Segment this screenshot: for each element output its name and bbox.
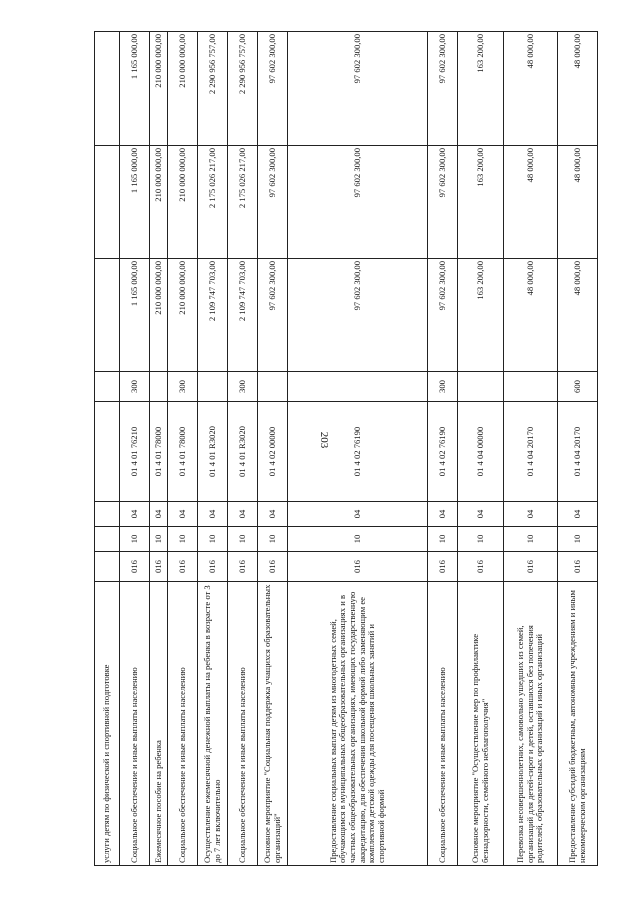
- section-cell: 10: [258, 527, 288, 552]
- expense-type-cell: 300: [228, 372, 258, 402]
- target-article-cell: 01 4 01 76210: [120, 402, 150, 502]
- sum-year-2: 210 000 000,00: [168, 146, 198, 259]
- expense-type-cell: 300: [120, 372, 150, 402]
- table-row: [198, 32, 228, 866]
- grbs-cell: 016: [150, 552, 168, 582]
- table-row: [458, 32, 504, 866]
- target-article-cell: 01 4 04 20170: [504, 402, 558, 502]
- table-row: [504, 32, 558, 866]
- target-article-cell: 01 4 02 76190: [288, 402, 428, 502]
- sum-year-3: [95, 32, 120, 146]
- row-name: Социальное обеспечение и иные выплаты населению: [428, 582, 458, 866]
- subsection-cell: 04: [150, 502, 168, 527]
- section-cell: 10: [458, 527, 504, 552]
- sum-year-1: 163 200,00: [458, 259, 504, 372]
- sum-year-2: 97 602 300,00: [258, 146, 288, 259]
- target-article-cell: 01 4 02 00000: [258, 402, 288, 502]
- section-cell: 10: [120, 527, 150, 552]
- expense-type-cell: [150, 372, 168, 402]
- sum-year-1: 97 602 300,00: [288, 259, 428, 372]
- subsection-cell: 04: [288, 502, 428, 527]
- row-name: Социальное обеспечение и иные выплаты населению: [228, 582, 258, 866]
- sum-year-1: [95, 259, 120, 372]
- subsection-cell: 04: [198, 502, 228, 527]
- target-article-cell: 01 4 01 78000: [150, 402, 168, 502]
- sum-year-1: 2 109 747 703,00: [198, 259, 228, 372]
- row-name: Предоставление субсидий бюджетным, автономным учреждениям и иным некоммерческим организациям: [558, 582, 598, 866]
- row-name: Социальное обеспечение и иные выплаты населению: [168, 582, 198, 866]
- grbs-cell: 016: [428, 552, 458, 582]
- sum-year-2: 48 000,00: [558, 146, 598, 259]
- target-article-cell: [95, 402, 120, 502]
- section-cell: 10: [168, 527, 198, 552]
- table-row: [168, 32, 198, 866]
- sum-year-2: 97 602 300,00: [428, 146, 458, 259]
- subsection-cell: 04: [120, 502, 150, 527]
- section-cell: 10: [558, 527, 598, 552]
- target-article-cell: 01 4 01 R3020: [228, 402, 258, 502]
- sum-year-2: 48 000,00: [504, 146, 558, 259]
- table-row: [150, 32, 168, 866]
- row-name: Основное мероприятие "Осуществление мер по профилактике безнадзорности, семейного неблагополучия": [458, 582, 504, 866]
- sum-year-2: 210 000 000,00: [150, 146, 168, 259]
- row-name: Социальное обеспечение и иные выплаты населению: [120, 582, 150, 866]
- expense-type-cell: [198, 372, 228, 402]
- table-row: [120, 32, 150, 866]
- sum-year-3: 2 290 956 757,00: [228, 32, 258, 146]
- sum-year-1: 210 000 000,00: [168, 259, 198, 372]
- expense-type-cell: 300: [428, 372, 458, 402]
- sum-year-1: 97 602 300,00: [258, 259, 288, 372]
- table-row: [288, 32, 428, 866]
- row-name: Перевозка несовершеннолетних, самовольно ушедших из семей, организаций для детей-сирот и детей, оставшихся без попечения родителей, образовательных организаций и иных организаций: [504, 582, 558, 866]
- sum-year-2: 1 165 000,00: [120, 146, 150, 259]
- grbs-cell: 016: [228, 552, 258, 582]
- sum-year-2: 163 200,00: [458, 146, 504, 259]
- sum-year-1: 48 000,00: [504, 259, 558, 372]
- expense-type-cell: [95, 372, 120, 402]
- expense-type-cell: 300: [168, 372, 198, 402]
- grbs-cell: 016: [168, 552, 198, 582]
- target-article-cell: 01 4 02 76190: [428, 402, 458, 502]
- section-cell: 10: [228, 527, 258, 552]
- subsection-cell: 04: [558, 502, 598, 527]
- target-article-cell: 01 4 01 R3020: [198, 402, 228, 502]
- budget-table-sheet: [94, 32, 587, 866]
- table-row: [558, 32, 598, 866]
- table-row: [228, 32, 258, 866]
- grbs-cell: 016: [558, 552, 598, 582]
- target-article-cell: 01 4 01 78000: [168, 402, 198, 502]
- sum-year-2: 2 175 026 217,00: [228, 146, 258, 259]
- sum-year-3: 163 200,00: [458, 32, 504, 146]
- subsection-cell: 04: [258, 502, 288, 527]
- expense-type-cell: [288, 372, 428, 402]
- grbs-cell: 016: [288, 552, 428, 582]
- grbs-cell: 016: [198, 552, 228, 582]
- sum-year-3: 210 000 000,00: [168, 32, 198, 146]
- row-name: Ежемесячное пособие на ребенка: [150, 582, 168, 866]
- expense-type-cell: [258, 372, 288, 402]
- grbs-cell: 016: [504, 552, 558, 582]
- sum-year-1: 48 000,00: [558, 259, 598, 372]
- row-name: Основное мероприятие "Социальная поддержка учащихся образовательных организаций": [258, 582, 288, 866]
- expense-type-cell: [458, 372, 504, 402]
- sum-year-3: 97 602 300,00: [288, 32, 428, 146]
- row-name: услуги детям по физической и спортивной подготовке: [95, 582, 120, 866]
- sum-year-3: 210 000 000,00: [150, 32, 168, 146]
- subsection-cell: 04: [228, 502, 258, 527]
- table-row: [95, 32, 120, 866]
- subsection-cell: 04: [458, 502, 504, 527]
- budget-table: [94, 31, 598, 866]
- subsection-cell: [95, 502, 120, 527]
- expense-type-cell: 600: [558, 372, 598, 402]
- sum-year-2: [95, 146, 120, 259]
- target-article-cell: 01 4 04 20170: [558, 402, 598, 502]
- section-cell: 10: [428, 527, 458, 552]
- grbs-cell: 016: [458, 552, 504, 582]
- rotated-table-wrapper: [94, 32, 587, 866]
- grbs-cell: [95, 552, 120, 582]
- sum-year-3: 1 165 000,00: [120, 32, 150, 146]
- section-cell: [95, 527, 120, 552]
- row-name: Осуществление ежемесячной денежной выплаты на ребенка в возрасте от 3 до 7 лет включительно: [198, 582, 228, 866]
- grbs-cell: 016: [120, 552, 150, 582]
- expense-type-cell: [504, 372, 558, 402]
- sum-year-3: 97 602 300,00: [428, 32, 458, 146]
- grbs-cell: 016: [258, 552, 288, 582]
- sum-year-1: 1 165 000,00: [120, 259, 150, 372]
- sum-year-2: 97 602 300,00: [288, 146, 428, 259]
- sum-year-2: 2 175 026 217,00: [198, 146, 228, 259]
- section-cell: 10: [150, 527, 168, 552]
- section-cell: 10: [288, 527, 428, 552]
- sum-year-1: 210 000 000,00: [150, 259, 168, 372]
- table-row: [258, 32, 288, 866]
- target-article-cell: 01 4 04 00000: [458, 402, 504, 502]
- section-cell: 10: [504, 527, 558, 552]
- page-number: 203: [318, 431, 330, 449]
- sum-year-1: 97 602 300,00: [428, 259, 458, 372]
- sum-year-3: 97 602 300,00: [258, 32, 288, 146]
- subsection-cell: 04: [168, 502, 198, 527]
- subsection-cell: 04: [428, 502, 458, 527]
- row-name: Предоставление социальных выплат детям из многодетных семей, обучающимся в муниципальных общеобразовательных организациях и в частных общеобразовательных организациях, имеющих государственную аккредитацию, для обеспечения школьной формой либо заменяющим ее комплектом детской одежды для посещения школьных занятий и спортивной формой: [288, 582, 428, 866]
- section-cell: 10: [198, 527, 228, 552]
- sum-year-3: 48 000,00: [504, 32, 558, 146]
- table-row: [428, 32, 458, 866]
- sum-year-3: 48 000,00: [558, 32, 598, 146]
- sum-year-3: 2 290 956 757,00: [198, 32, 228, 146]
- sum-year-1: 2 109 747 703,00: [228, 259, 258, 372]
- subsection-cell: 04: [504, 502, 558, 527]
